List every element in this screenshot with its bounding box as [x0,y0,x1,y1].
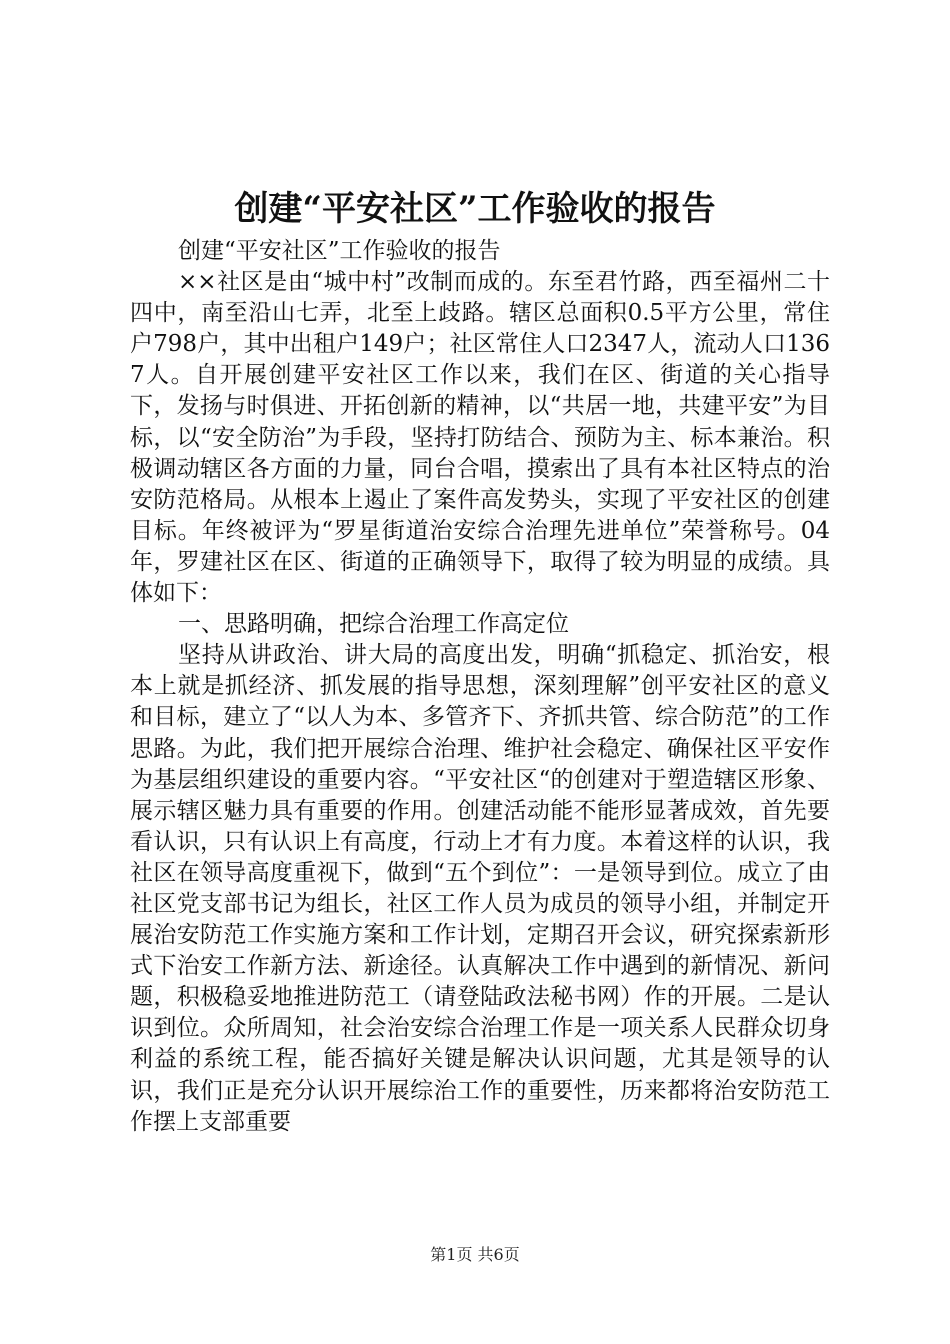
section-heading: 一、思路明确，把综合治理工作高定位 [178,611,569,638]
document-body [130,236,830,1138]
page-number-footer: 第1页 共6页 [430,1245,520,1264]
body-paragraph-subtitle: 创建“平安社区”工作验收的报告 [178,238,501,264]
body-paragraph-intro: ××社区是由“城中村”改制而成的。东至君竹路，西至福州二十四中，南至沿山七弄，北至上歧路。辖区总面积0.5平方公里，常住户798户，其中出租户149户；社区常住人口2347人，流动人口1367人。自开展创建平安社区工作以来，我们在区、街道的关心指导下，发扬与时俱进、开拓创新的精神，以“共居一地，共建平安”为目标，以“安全防治”为手段，坚持打防结合、预防为主、标本兼治。积极调动辖区各方面的力量，同台合唱，摸索出了具有本社区特点的治安防范格局。从根本上遏止了案件高发势头，实现了平安社区的创建目标。年终被评为“罗星街道治安综合治理先进单位”荣誉称号。04年，罗建社区在区、街道的正确领导下，取得了较为明显的成绩。具体如下： [130,269,830,607]
document-title: 创建“平安社区”工作验收的报告 [234,189,716,229]
body-paragraph-section-one: 坚持从讲政治、讲大局的高度出发，明确“抓稳定、抓治安，根本上就是抓经济、抓发展的指导思想，深刻理解”创平安社区的意义和目标，建立了“以人为本、多管齐下、齐抓共管、综合防范”的工作思路。为此，我们把开展综合治理、维护社会稳定、确保社区平安作为基层组织建设的重要内容。“平安社区“的创建对于塑造辖区形象、展示辖区魅力具有重要的作用。创建活动能不能形显著成效，首先要看认识，只有认识上有高度，行动上才有力度。本着这样的认识，我社区在领导高度重视下，做到“五个到位”：一是领导到位。成立了由社区党支部书记为组长，社区工作人员为成员的领导小组，并制定开展治安防范工作实施方案和工作计划，定期召开会议，研究探索新形式下治安工作新方法、新途径。认真解决工作中遇到的新情况、新问题，积极稳妥地推进防范工（请登陆政法秘书网）作的开展。二是认识到位。众所周知，社会治安综合治理工作是一项关系人民群众切身利益的系统工程，能否搞好关键是解决认识问题，尤其是领导的认识，我们正是充分认识开展综治工作的重要性，历来都将治安防范工作摆上支部重要 [130,642,830,1135]
